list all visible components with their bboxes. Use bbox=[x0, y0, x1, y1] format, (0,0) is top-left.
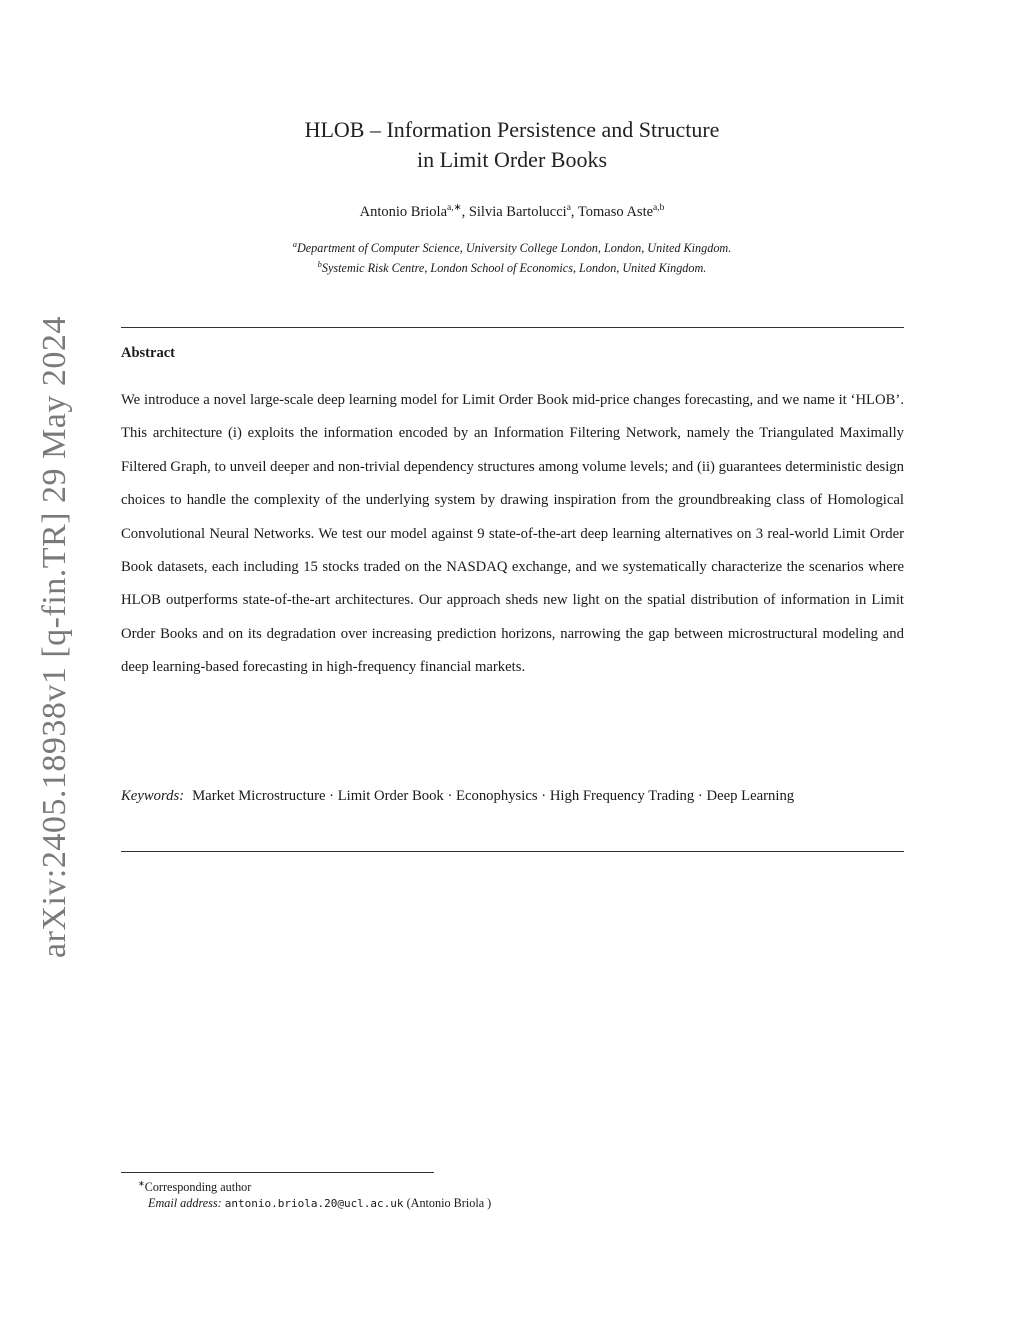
author-list: Antonio Briola$^{a,∗}$, Silvia Bartolucci$^a$, Tomaso Aste$^{a,b}$ bbox=[359, 203, 665, 220]
author-name: Antonio Briola bbox=[359, 203, 448, 220]
keywords-label: Keywords: bbox=[121, 788, 185, 804]
affiliation-mark: b bbox=[317, 259, 322, 270]
title-line-1: HLOB – Information Persistence and Structure bbox=[304, 117, 720, 142]
footnote-rule bbox=[121, 1172, 434, 1173]
footnote-corresponding-text: Corresponding author bbox=[144, 1180, 252, 1195]
abstract-heading: Abstract bbox=[121, 345, 175, 361]
footnote-corresponding bbox=[138, 1176, 491, 1195]
affiliation-text: Department of Computer Science, University College London, London, United Kingdom. bbox=[296, 241, 732, 256]
email-owner: (Antonio Briola ) bbox=[406, 1196, 492, 1211]
footnote-email bbox=[138, 1195, 491, 1212]
author-affil-mark: a bbox=[566, 203, 571, 213]
author-affil-mark: a,b bbox=[653, 203, 665, 213]
affiliation-line bbox=[0, 256, 1024, 276]
title-line-2: in Limit Order Books bbox=[416, 147, 608, 172]
author-name: Tomaso Aste bbox=[577, 203, 654, 220]
email-label: Email address: bbox=[148, 1196, 222, 1211]
footnote-mark: ∗ bbox=[138, 1179, 145, 1188]
footnotes bbox=[138, 1176, 491, 1212]
affiliations bbox=[0, 236, 1024, 276]
affiliation-mark: a bbox=[292, 239, 297, 249]
paper-title bbox=[0, 115, 1024, 175]
abstract-top-rule bbox=[121, 327, 904, 328]
author-affil-mark: a,∗ bbox=[447, 203, 462, 213]
abstract-bottom-rule bbox=[121, 851, 904, 852]
affiliation-line bbox=[0, 236, 1024, 256]
email-address[interactable]: antonio.briola.20@ucl.ac.uk bbox=[224, 1197, 404, 1211]
keywords bbox=[121, 780, 904, 813]
keywords-text: Market Microstructure · Limit Order Book · Econophysics · High Frequency Trading · Deep Learning bbox=[192, 788, 795, 804]
abstract-body: We introduce a novel large-scale deep learning model for Limit Order Book mid-price changes forecasting, and we name it ‘HLOB’. This architecture (i) exploits the information encoded by an Information Filtering Network, namely the Triangulated Maximally Filtered Graph, to unveil deeper and non-trivial dependency structures among volume levels; and (ii) guarantees deterministic design choices to handle the complexity of the underlying system by drawing inspiration from the groundbreaking class of Homological Convolutional Neural Networks. We test our model against 9 state-of-the-art deep learning alternatives on 3 real-world Limit Order Book datasets, each including 15 stocks traded on the NASDAQ exchange, and we systematically characterize the scenarios where HLOB outperforms state-of-the-art architectures. Our approach sheds new light on the spatial distribution of information in Limit Order Books and on its degradation over increasing prediction horizons, narrowing the gap between microstructural modeling and deep learning-based forecasting in high-frequency financial markets. bbox=[121, 392, 904, 676]
author-name: Silvia Bartolucci bbox=[468, 203, 567, 220]
affiliation-text: Systemic Risk Centre, London School of Economics, London, United Kingdom. bbox=[321, 261, 707, 276]
arxiv-sidebar-stamp: arXiv:2405.18938v1 [q-fin.TR] 29 May 2024 bbox=[36, 316, 73, 958]
